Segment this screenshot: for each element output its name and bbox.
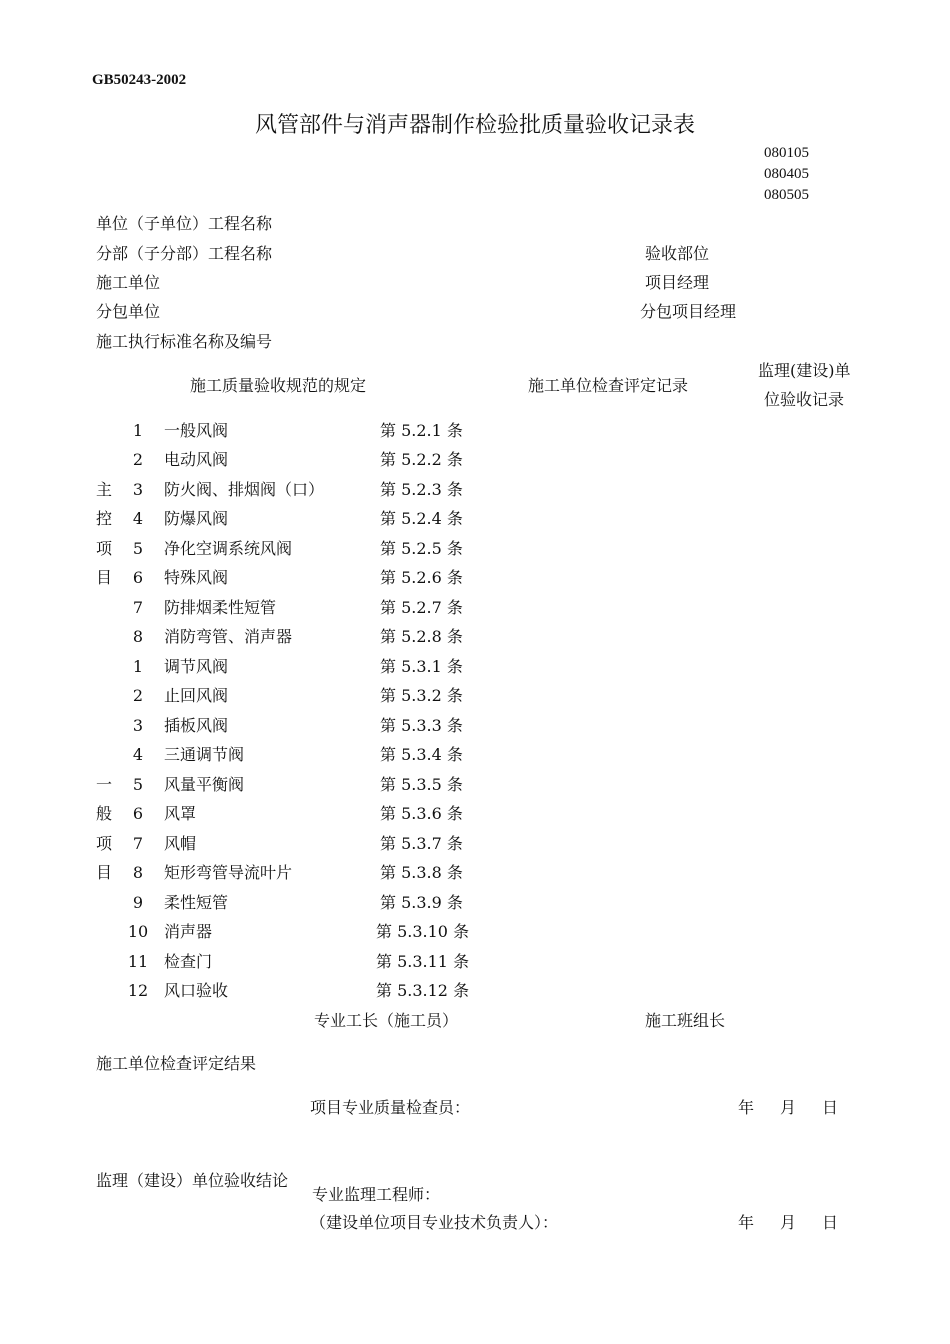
- item-clause: 第 5.2.5 条: [380, 539, 463, 558]
- day-label: 日: [822, 1098, 839, 1117]
- item-clause: 第 5.2.6 条: [380, 568, 463, 587]
- item-number: 11: [127, 952, 149, 971]
- item-number: 9: [132, 893, 144, 912]
- main-control-label-char: 项: [96, 539, 113, 558]
- form-code-1: 080105: [764, 145, 809, 161]
- unit-project-name-label: 单位（子单位）工程名称: [96, 214, 273, 233]
- year-label: 年: [738, 1098, 755, 1117]
- item-clause: 第 5.3.11 条: [376, 952, 470, 971]
- page-title: 风管部件与消声器制作检验批质量验收记录表: [254, 113, 695, 138]
- item-clause: 第 5.2.8 条: [380, 627, 463, 646]
- subcontract-manager-label: 分包项目经理: [640, 302, 737, 321]
- item-number: 12: [127, 981, 149, 1000]
- item-number: 10: [127, 922, 149, 941]
- quality-inspector-label: 项目专业质量检查员：: [310, 1098, 471, 1117]
- supervision-conclusion-label: 监理（建设）单位验收结论: [96, 1171, 289, 1190]
- item-name: 风量平衡阀: [164, 775, 245, 794]
- item-name: 三通调节阀: [164, 745, 245, 764]
- supervision-column-header-line2: 位验收记录: [764, 390, 845, 409]
- main-control-label-char: 控: [96, 509, 113, 528]
- construction-result-label: 施工单位检查评定结果: [96, 1054, 257, 1073]
- item-clause: 第 5.3.6 条: [380, 804, 463, 823]
- foreman-label: 专业工长（施工员）: [314, 1011, 459, 1030]
- item-clause: 第 5.3.12 条: [376, 981, 470, 1000]
- main-control-label-char: 目: [96, 568, 113, 587]
- item-clause: 第 5.3.2 条: [380, 686, 463, 705]
- item-number: 5: [132, 539, 144, 558]
- item-name: 风罩: [164, 804, 197, 823]
- month-label: 月: [780, 1213, 797, 1232]
- item-clause: 第 5.3.10 条: [376, 922, 470, 941]
- item-clause: 第 5.2.7 条: [380, 598, 463, 617]
- item-name: 检查门: [164, 952, 213, 971]
- acceptance-part-label: 验收部位: [645, 244, 710, 263]
- item-number: 1: [132, 421, 144, 440]
- item-number: 6: [132, 568, 144, 587]
- general-label-char: 项: [96, 834, 113, 853]
- item-number: 4: [132, 745, 144, 764]
- form-code-2: 080405: [764, 166, 809, 182]
- item-number: 3: [132, 716, 144, 735]
- month-label: 月: [780, 1098, 797, 1117]
- item-number: 3: [132, 480, 144, 499]
- item-name: 风口验收: [164, 981, 229, 1000]
- item-name: 风帽: [164, 834, 197, 853]
- item-clause: 第 5.3.8 条: [380, 863, 463, 882]
- spec-column-header: 施工质量验收规范的规定: [190, 376, 367, 395]
- item-name: 插板风阀: [164, 716, 229, 735]
- item-clause: 第 5.3.4 条: [380, 745, 463, 764]
- item-name: 防爆风阀: [164, 509, 229, 528]
- item-name: 消声器: [164, 922, 213, 941]
- item-number: 8: [132, 627, 144, 646]
- item-name: 一般风阀: [164, 421, 229, 440]
- item-name: 止回风阀: [164, 686, 229, 705]
- item-name: 净化空调系统风阀: [164, 539, 293, 558]
- item-name: 消防弯管、消声器: [164, 627, 293, 646]
- standard-code: GB50243-2002: [92, 72, 187, 88]
- item-number: 7: [132, 834, 144, 853]
- year-label: 年: [738, 1213, 755, 1232]
- item-clause: 第 5.2.2 条: [380, 450, 463, 469]
- general-label-char: 般: [96, 804, 113, 823]
- division-project-name-label: 分部（子分部）工程名称: [96, 244, 273, 263]
- item-clause: 第 5.2.3 条: [380, 480, 463, 499]
- item-name: 调节风阀: [164, 657, 229, 676]
- item-number: 8: [132, 863, 144, 882]
- item-number: 2: [132, 686, 144, 705]
- item-clause: 第 5.3.1 条: [380, 657, 463, 676]
- standard-name-label: 施工执行标准名称及编号: [96, 332, 273, 351]
- item-number: 7: [132, 598, 144, 617]
- item-name: 防火阀、排烟阀（口）: [164, 480, 325, 499]
- subcontract-unit-label: 分包单位: [96, 302, 161, 321]
- team-leader-label: 施工班组长: [645, 1011, 726, 1030]
- item-clause: 第 5.3.3 条: [380, 716, 463, 735]
- day-label: 日: [822, 1213, 839, 1232]
- general-label-char: 一: [96, 775, 113, 794]
- owner-tech-lead-label: （建设单位项目专业技术负责人）：: [310, 1213, 559, 1232]
- item-clause: 第 5.3.7 条: [380, 834, 463, 853]
- item-clause: 第 5.2.1 条: [380, 421, 463, 440]
- check-record-column-header: 施工单位检查评定记录: [528, 376, 689, 395]
- item-number: 5: [132, 775, 144, 794]
- item-number: 2: [132, 450, 144, 469]
- item-name: 防排烟柔性短管: [164, 598, 277, 617]
- item-number: 6: [132, 804, 144, 823]
- item-name: 电动风阀: [164, 450, 229, 469]
- item-clause: 第 5.2.4 条: [380, 509, 463, 528]
- item-name: 柔性短管: [164, 893, 229, 912]
- project-manager-label: 项目经理: [645, 273, 710, 292]
- item-number: 1: [132, 657, 144, 676]
- item-number: 4: [132, 509, 144, 528]
- supervision-column-header-line1: 监理(建设)单: [758, 361, 851, 380]
- main-control-label-char: 主: [96, 480, 113, 499]
- general-label-char: 目: [96, 863, 113, 882]
- construction-unit-label: 施工单位: [96, 273, 161, 292]
- item-name: 特殊风阀: [164, 568, 229, 587]
- item-name: 矩形弯管导流叶片: [164, 863, 293, 882]
- item-clause: 第 5.3.9 条: [380, 893, 463, 912]
- supervision-engineer-label: 专业监理工程师：: [312, 1185, 441, 1204]
- form-code-3: 080505: [764, 187, 809, 203]
- item-clause: 第 5.3.5 条: [380, 775, 463, 794]
